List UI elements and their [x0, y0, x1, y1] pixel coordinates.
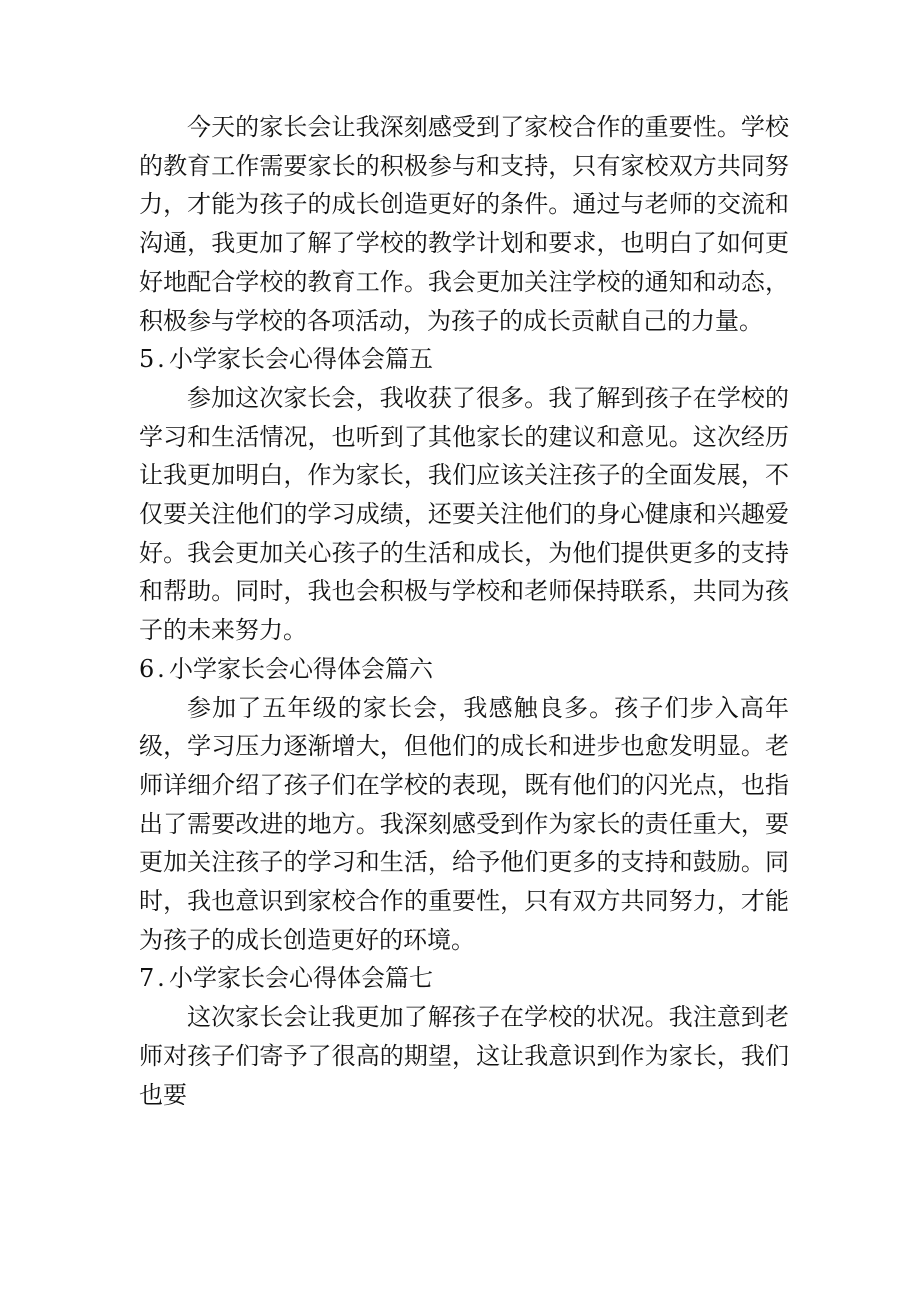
paragraph-section-5: 参加这次家长会，我收获了很多。我了解到孩子在学校的学习和生活情况，也听到了其他家长的建议和意见。这次经历让我更加明白，作为家长，我们应该关注孩子的全面发展，不仅要关注他们的学习成绩，还要关注他们的身心健康和兴趣爱好。我会更加关心孩子的生活和成长，为他们提供更多的支持和帮助。同时，我也会积极与学校和老师保持联系，共同为孩子的未来努力。 [139, 383, 789, 645]
section-title: 小学家长会心得体会篇六 [169, 654, 433, 683]
section-title: 小学家长会心得体会篇五 [169, 345, 433, 374]
section-number: 5 [139, 345, 155, 374]
section-heading-7 [139, 959, 789, 998]
section-heading-5 [139, 340, 789, 379]
paragraph-section-7: 这次家长会让我更加了解孩子在学校的状况。我注意到老师对孩子们寄予了很高的期望，这让我意识到作为家长，我们也要 [139, 1003, 789, 1109]
section-number: 7 [139, 964, 155, 993]
document-body [139, 108, 789, 1114]
paragraph-section-6: 参加了五年级的家长会，我感触良多。孩子们步入高年级，学习压力逐渐增大，但他们的成长和进步也愈发明显。老师详细介绍了孩子们在学校的表现，既有他们的闪光点，也指出了需要改进的地方。我深刻感受到作为家长的责任重大，要更加关注孩子的学习和生活，给予他们更多的支持和鼓励。同时，我也意识到家校合作的重要性，只有双方共同努力，才能为孩子的成长创造更好的环境。 [139, 693, 789, 954]
section-number: 6 [139, 654, 155, 683]
section-heading-6 [139, 650, 789, 689]
paragraph-family-school-cooperation: 今天的家长会让我深刻感受到了家校合作的重要性。学校的教育工作需要家长的积极参与和支持，只有家校双方共同努力，才能为孩子的成长创造更好的条件。通过与老师的交流和沟通，我更加了解了学校的教学计划和要求，也明白了如何更好地配合学校的教育工作。我会更加关注学校的通知和动态，积极参与学校的各项活动，为孩子的成长贡献自己的力量。 [139, 113, 789, 335]
section-separator: . [157, 654, 165, 683]
section-separator: . [157, 345, 165, 374]
section-title: 小学家长会心得体会篇七 [169, 964, 433, 993]
section-separator: . [157, 964, 165, 993]
